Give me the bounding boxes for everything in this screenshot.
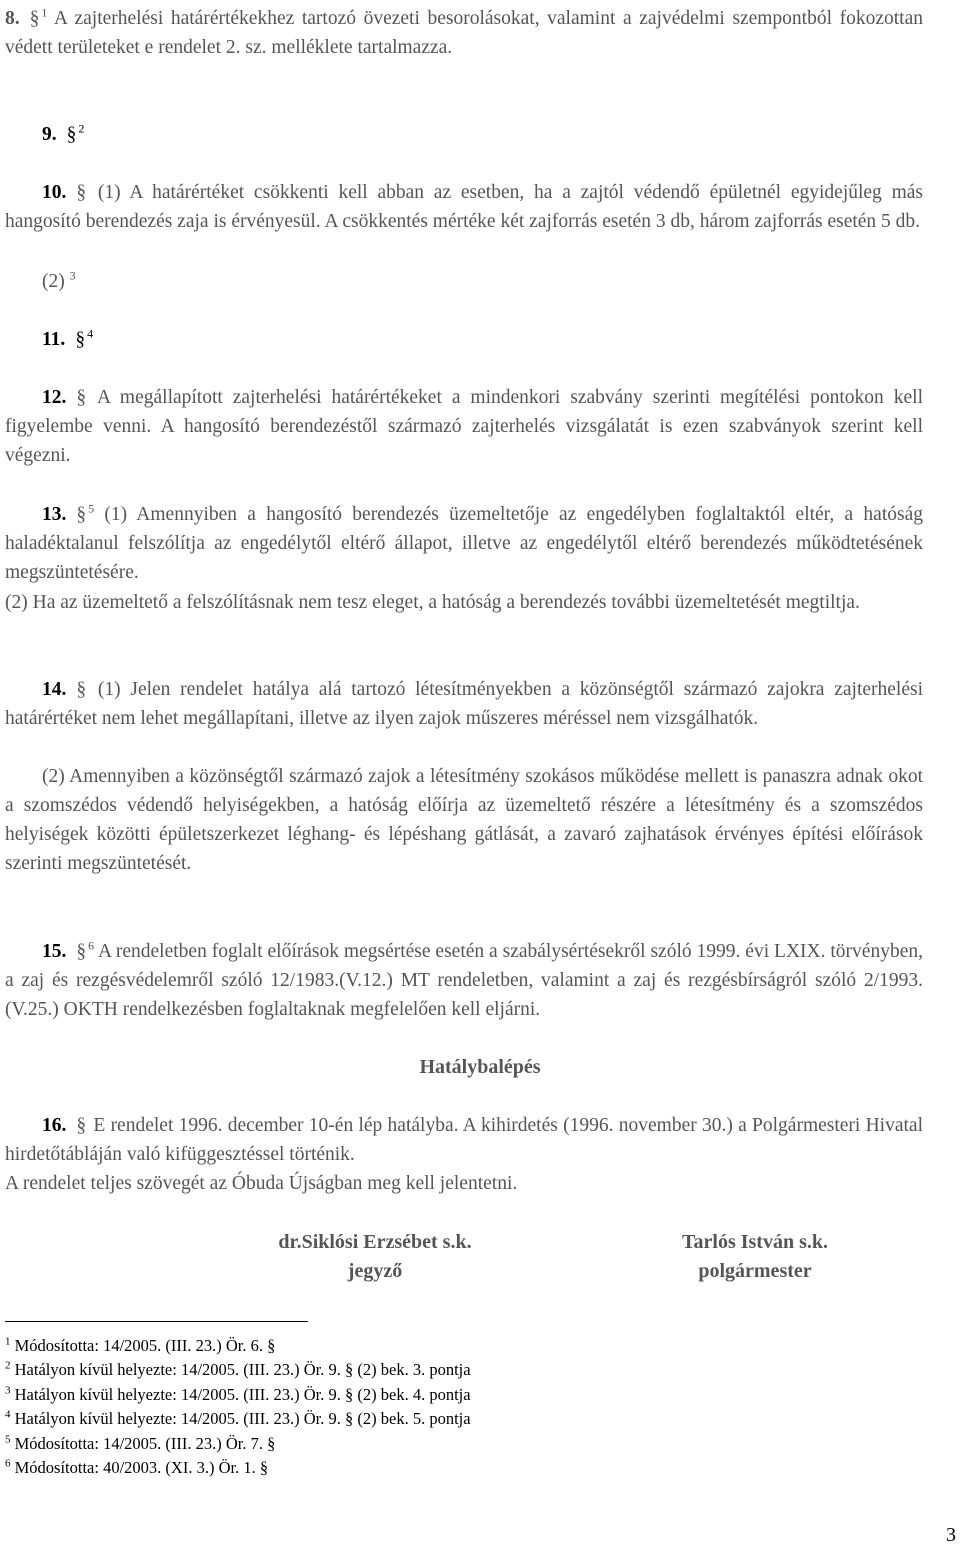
footnote-text: Hatályon kívül helyezte: 14/2005. (III. 23.) Ör. 9. § (2) bek. 5. pontja [14, 1409, 471, 1428]
footnote-ref[interactable]: 4 [87, 326, 94, 341]
section-sign: § [76, 504, 87, 525]
section-14-paragraph-2 [5, 762, 923, 878]
signature-left [230, 1228, 520, 1286]
section-text: (2) Ha az üzemeltető a felszólításnak nem tesz eleget, a hatóság a berendezés további üzemeltetését megtiltja. [5, 592, 860, 613]
footnote-number: 1 [5, 1335, 11, 1348]
section-15 [5, 937, 923, 1024]
page-number: 3 [946, 1524, 956, 1546]
section-sign: § [76, 679, 87, 700]
section-sign: § [76, 182, 87, 203]
section-sign: § [76, 941, 87, 962]
section-text: (2) Amennyiben a közönségtől származó zajok a létesítmény szokásos működése mellett is panaszra adnak okot a szomszédos védendő helyiségekben, a hatóság előírja az üzemeltető részére a létesítmény és a szomszédos helyiségek közötti épületszerkezet léghang- és lépéshang gátlását, a zavaró zajhatások érvényes építési előírások szerinti megszüntetését. [5, 766, 923, 874]
footnote-ref[interactable]: 5 [88, 501, 95, 516]
section-number: 13. [42, 504, 67, 525]
section-text: A zajterhelési határértékekhez tartozó övezeti besorolásokat, valamint a zajvédelmi szempontból fokozottan védett területeket e rendelet 2. sz. melléklete tartalmazza. [5, 8, 923, 58]
footnote-3 [5, 1383, 471, 1407]
section-10-paragraph-2 [42, 267, 960, 296]
section-11 [42, 325, 960, 354]
section-number: 16. [42, 1115, 67, 1136]
footnote-number: 5 [5, 1433, 11, 1446]
section-13-paragraph-2 [5, 588, 923, 617]
section-10 [5, 178, 923, 236]
footnote-ref[interactable]: 1 [41, 5, 48, 20]
section-text: E rendelet 1996. december 10-én lép hatályba. A kihirdetés (1996. november 30.) a Polgármesteri Hivatal hirdetőtábláján való kifüggesztéssel történik. [5, 1115, 923, 1165]
section-sign: § [66, 124, 77, 145]
section-number: 15. [42, 941, 67, 962]
section-text: A rendeletben foglalt előírások megsértése esetén a szabálysértésekről szóló 1999. évi LXIX. törvényben, a zaj és rezgésvédelemről szóló 12/1983.(V.12.) MT rendeletben, valamint a zaj és rezgésbírságról szóló 2/1993.(V.25.) OKTH rendelkezésben foglaltaknak megfelelően kell eljárni. [5, 941, 923, 1020]
section-sign: § [29, 8, 40, 29]
section-number: 8. [5, 8, 20, 29]
section-number: 12. [42, 387, 67, 408]
footnote-2 [5, 1358, 471, 1382]
footnote-ref[interactable]: 2 [78, 121, 85, 136]
section-number: 9. [42, 124, 57, 145]
section-text: (1) Jelen rendelet hatálya alá tartozó létesítményekben a közönségtől származó zajokra zajterhelési határértéket nem lehet megállapítani, illetve az ilyen zajok műszeres méréssel nem vizsgálhatók. [5, 679, 923, 729]
section-9 [42, 120, 960, 149]
section-16 [5, 1111, 923, 1169]
paragraph-number: (2) [42, 271, 65, 292]
signature-right [630, 1228, 880, 1286]
footnote-number: 2 [5, 1359, 11, 1372]
section-sign: § [75, 329, 86, 350]
footnote-text: Módosította: 14/2005. (III. 23.) Ör. 6. § [14, 1336, 276, 1355]
footnote-number: 4 [5, 1408, 11, 1421]
section-number: 14. [42, 679, 67, 700]
signatory-name: dr.Siklósi Erzsébet s.k. [278, 1231, 472, 1253]
section-text: A megállapított zajterhelési határértékeket a mindenkori szabvány szerinti megítélési pontokon kell figyelembe venni. A hangosító berendezéstől származó zajterhelés vizsgálatát is ezen szabványok szerint kell végezni. [5, 387, 923, 466]
footnote-ref[interactable]: 3 [69, 268, 76, 283]
footnote-text: Hatályon kívül helyezte: 14/2005. (III. 23.) Ör. 9. § (2) bek. 4. pontja [14, 1385, 471, 1404]
section-sign: § [76, 1115, 87, 1136]
footnote-number: 6 [5, 1457, 11, 1470]
section-number: 11. [42, 329, 66, 350]
footnote-number: 3 [5, 1384, 11, 1397]
signatory-title: polgármester [698, 1260, 812, 1282]
footnote-4 [5, 1407, 471, 1431]
section-13 [5, 500, 923, 587]
section-text: (1) A határértéket csökkenti kell abban az esetben, ha a zajtól védendő épületnél egyidejűleg más hangosító berendezés zaja is érvényesül. A csökkentés mértéke két zajforrás esetén 3 db, három zajforrás esetén 5 db. [5, 182, 923, 232]
signatory-name: Tarlós István s.k. [682, 1231, 828, 1253]
section-14 [5, 675, 923, 733]
section-text: A rendelet teljes szövegét az Óbuda Újságban meg kell jelentetni. [5, 1173, 518, 1194]
signatory-title: jegyző [347, 1260, 403, 1282]
section-8 [5, 4, 923, 62]
footnote-5 [5, 1432, 275, 1456]
footnote-text: Módosította: 14/2005. (III. 23.) Ör. 7. § [14, 1434, 276, 1453]
heading-hatalybalepes: Hatálybalépés [419, 1056, 541, 1078]
footnote-6 [5, 1456, 268, 1480]
footnote-divider [5, 1321, 308, 1322]
footnote-text: Hatályon kívül helyezte: 14/2005. (III. 23.) Ör. 9. § (2) bek. 3. pontja [14, 1360, 471, 1379]
footnote-1 [5, 1334, 275, 1358]
footnote-text: Módosította: 40/2003. (XI. 3.) Ör. 1. § [14, 1458, 269, 1477]
section-number: 10. [42, 182, 67, 203]
section-text: (1) Amennyiben a hangosító berendezés üzemeltetője az engedélyben foglaltaktól eltér, a hatóság haladéktalanul felszólítja az engedélytől eltérő állapot, illetve az engedélytől eltérő berendezés működtetésének megszüntetésére. [5, 504, 924, 583]
section-sign: § [76, 387, 87, 408]
section-12 [5, 383, 923, 470]
section-16-paragraph-2 [5, 1169, 923, 1198]
footnote-ref[interactable]: 6 [88, 938, 95, 953]
